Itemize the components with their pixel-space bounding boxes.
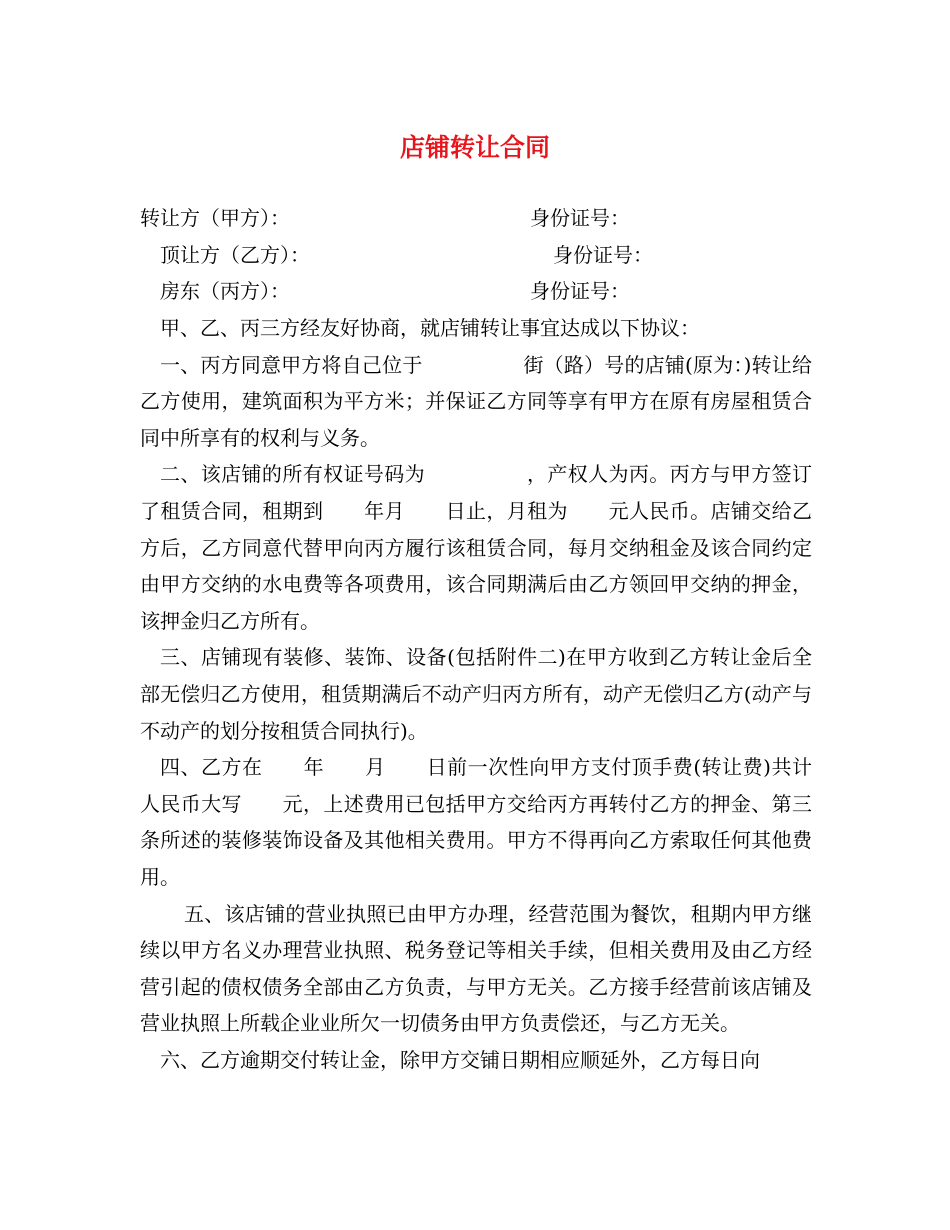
contract-body — [140, 310, 812, 1078]
transferor-label: 转让方（甲方）： — [140, 206, 290, 230]
document-title: 店铺转让合同 — [399, 133, 550, 162]
clause-4-paragraph: 四、乙方在 年 月 日前一次性向甲方支付顶手费(转让费)共计人民币大写 元，上述费用已包括甲方交给丙方再转付乙方的押金、第三条所述的装修装饰设备及其他相关费用。甲方不得再向乙方索取任何其他费用。 — [140, 755, 812, 889]
landlord-id-label: 身份证号： — [530, 279, 630, 303]
clause-5-paragraph: 五、该店铺的营业执照已由甲方办理，经营范围为餐饮，租期内甲方继续以甲方名义办理营业执照、税务登记等相关手续，但相关费用及由乙方经营引起的债权债务全部由乙方负责，与甲方无关。乙方接手经营前该店铺及营业执照上所载企业业所欠一切债务由甲方负责偿还，与乙方无关。 — [140, 901, 812, 1036]
transferee-id-label: 身份证号： — [553, 243, 653, 267]
clause-6-paragraph: 六、乙方逾期交付转让金，除甲方交铺日期相应顺延外，乙方每日向 — [160, 1047, 760, 1072]
transferee-label: 顶让方（乙方）： — [160, 243, 310, 267]
clause-1-paragraph: 一、丙方同意甲方将自己位于 街（路）号的店铺(原为：)转让给乙方使用，建筑面积为平方米；并保证乙方同等享有甲方在原有房屋租赁合同中所享有的权利与义务。 — [140, 352, 812, 450]
transferor-id-label: 身份证号： — [530, 206, 630, 230]
clause-3-paragraph: 三、店铺现有装修、装饰、设备(包括附件二)在甲方收到乙方转让金后全部无偿归乙方使用，租赁期满后不动产归丙方所有，动产无偿归乙方(动产与不动产的划分按租赁合同执行)。 — [140, 645, 812, 743]
intro-paragraph: 甲、乙、丙三方经友好协商，就店铺转让事宜达成以下协议： — [160, 316, 700, 340]
clause-2-paragraph: 二、该店铺的所有权证号码为 ，产权人为丙。丙方与甲方签订了租赁合同，租期到 年月 日止，月租为 元人民币。店铺交给乙方后，乙方同意代替甲向丙方履行该租赁合同，每月交纳租金及该合同约定由甲方交纳的水电费等各项费用，该合同期满后由乙方领回甲交纳的押金，该押金归乙方所有。 — [140, 462, 812, 633]
landlord-label: 房东（丙方）： — [160, 279, 290, 303]
